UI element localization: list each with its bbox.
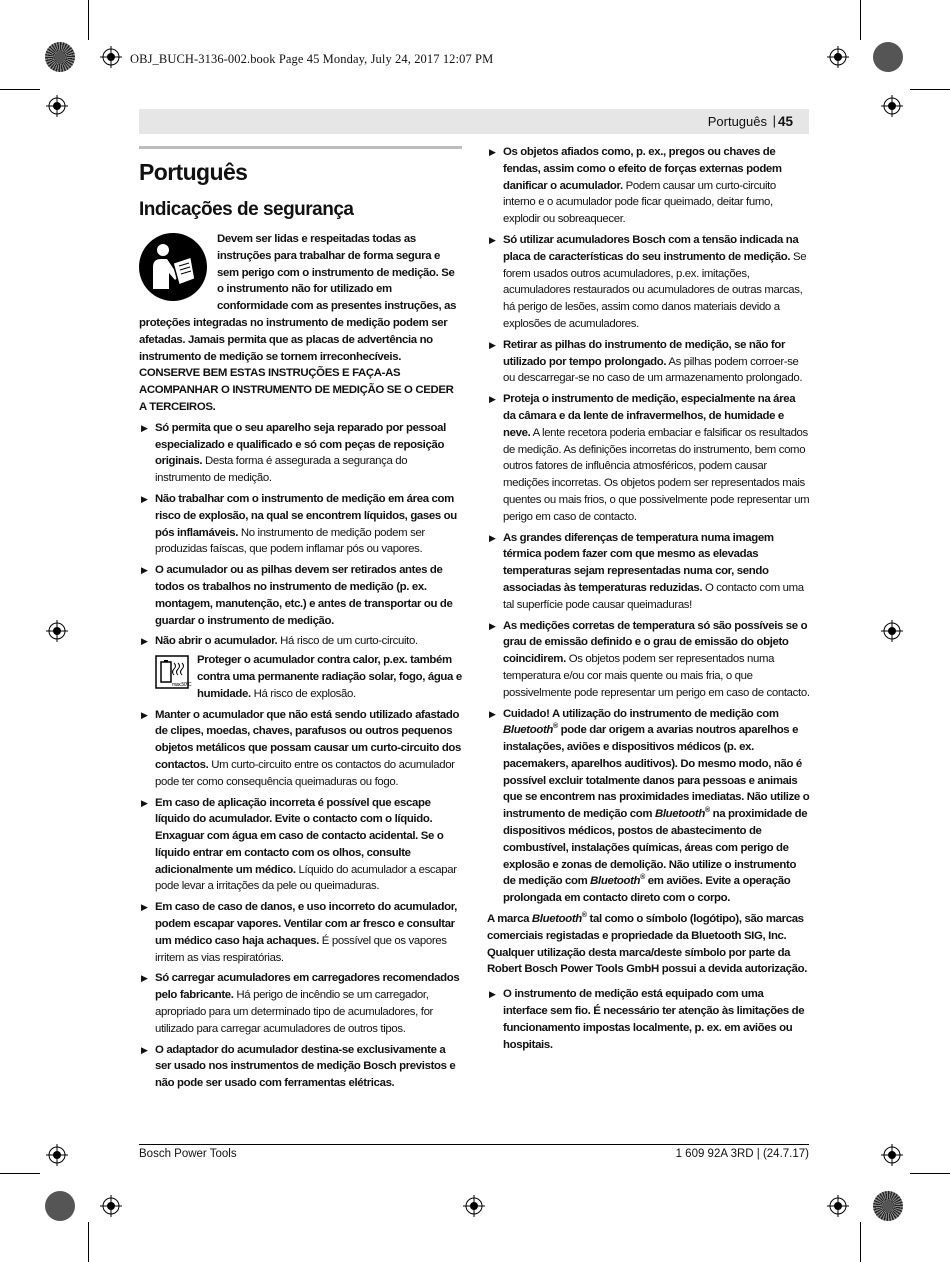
wireless-interface-note [487, 986, 810, 1053]
bullet-icon: ▶ [489, 620, 496, 631]
bullet-icon: ▶ [141, 422, 148, 433]
density-target-icon [45, 42, 75, 72]
bt-text-1: Cuidado! A utilização do instrumento de medição com [503, 707, 779, 720]
safety-item-bold: Manter o acumulador que não está sendo utilizado afastado de clipes, moedas, chaves, parafusos ou outros pequenos objetos metálicos que possam causar um curto-circuito dos contactos. [155, 708, 462, 771]
bullet-icon: ▶ [489, 234, 496, 245]
section-heading: Indicações de segurança [139, 199, 354, 220]
crop-mark [88, 1222, 89, 1262]
safety-item-bold: Os objetos afiados como, p. ex., pregos ou chaves de fendas, assim como o efeito de forças externas podem danificar o acumulador. [503, 146, 782, 192]
safety-item-bold: Não abrir o acumulador. [155, 635, 278, 648]
safety-item-text: Os objetos podem ser representados numa temperatura e/ou cor mais quente ou mais fria, o que possivelmente pode representar um perigo em caso de contacto. [503, 653, 810, 699]
bt-name: Bluetooth [503, 724, 553, 737]
bt-text-3: na proximidade de dispositivos médicos, postos de abastecimento de combustível, instalações químicas, áreas com perigo de explosão e zonas de demolição. Não utilize o instrumento de medição com [503, 808, 808, 888]
bullet-icon: ▶ [141, 709, 148, 720]
heat-note-text: Há risco de explosão. [250, 687, 356, 700]
read-manual-icon [139, 233, 207, 301]
book-info-line: OBJ_BUCH-3136-002.book Page 45 Monday, July 24, 2017 12:07 PM [130, 52, 494, 66]
safety-item-bold: Em caso de caso de danos, e uso incorreto do acumulador, podem escapar vapores. Ventilar com ar fresco e consultar um médico caso haja achaques. [155, 901, 457, 947]
bt-reg: ® [640, 874, 645, 882]
bullet-icon: ▶ [489, 394, 496, 405]
safety-item [139, 970, 462, 1037]
safety-item-bold: Proteja o instrumento de medição, especialmente na área da câmara e da lente de infravermelhos, de humidade e neve. [503, 393, 796, 439]
safety-item [487, 391, 810, 525]
bullet-icon: ▶ [489, 532, 496, 543]
safety-item-text: É possível que os vapores irritem as vias respiratórias. [155, 934, 447, 964]
registration-mark-icon [881, 95, 903, 117]
bt-name: Bluetooth [590, 875, 641, 888]
safety-item-bold: Retirar as pilhas do instrumento de medição, se não for utilizado por tempo prolongado. [503, 338, 786, 368]
battery-heat-label: max.50°C [172, 682, 192, 689]
safety-list-2 [139, 707, 462, 1093]
right-column [487, 140, 810, 1053]
safety-item-text: Um curto-circuito entre os contactos do acumulador pode ter como consequência queimaduras ou fogo. [155, 758, 455, 788]
safety-item-bold: Só utilizar acumuladores Bosch com a tensão indicada na placa de características do seu instrumento de medição. [503, 233, 799, 263]
heat-note-bold: Proteger o acumulador contra calor, p.ex. também contra uma permanente radiação solar, fogo, água e humidade. [197, 654, 462, 700]
safety-item-text: Líquido do acumulador a escapar pode levar a irritações da pele ou queimaduras. [155, 863, 457, 893]
safety-item-text: Há perigo de incêndio se um carregador, apropriado para um determinado tipo de acumuladores, for utilizado para carregar acumuladores de outros tipos. [155, 989, 433, 1035]
safety-item-bold: Só permita que o seu aparelho seja reparado por pessoal especializado e qualificado e só com peças de reposição originais. [155, 421, 446, 468]
page-number: 45 [777, 114, 793, 129]
safety-item-bold: As medições corretas de temperatura só são possíveis se o grau de emissão definido e o grau de emissão do objeto coincidirem. [503, 619, 808, 666]
safety-item-bold: O adaptador do acumulador destina-se exclusivamente a ser usado nos instrumentos de medição Bosch previstos e não pode ser usado com ferramentas elétricas. [155, 1043, 456, 1090]
safety-item [487, 144, 810, 228]
registration-mark-icon [46, 620, 68, 642]
safety-item-text: Desta forma é assegurada a segurança do instrumento de medição. [155, 455, 408, 485]
page-title: Português [139, 159, 248, 185]
safety-item-text: Se forem usados outros acumuladores, p.ex. imitações, acumuladores restaurados ou acumuladores de outras marcas, há perigo de lesões, assim como danos materiais devido a explosões de acumuladores. [503, 250, 807, 330]
safety-item-bold: Não trabalhar com o instrumento de medição em área com risco de explosão, na qual se encontrem líquidos, gases ou pós inflamáveis. [155, 492, 457, 539]
title-rule [139, 146, 462, 149]
crop-mark [860, 1222, 861, 1262]
bluetooth-warning [487, 706, 810, 908]
bullet-icon: ▶ [141, 902, 148, 913]
safety-item [139, 795, 462, 896]
crop-mark [0, 89, 40, 90]
footer-brand: Bosch Power Tools [139, 1148, 237, 1160]
crop-mark [0, 1173, 40, 1174]
registration-mark-icon [827, 46, 849, 68]
safety-item-text: Podem causar um curto-circuito interno e o acumulador pode ficar queimado, deitar fumo, explodir ou sobreaquecer. [503, 179, 776, 226]
bullet-icon: ▶ [141, 636, 148, 647]
intro-text: Devem ser lidas e respeitadas todas as instruções para trabalhar de forma segura e sem perigo com o instrumento de medição. Se o instrumento não for utilizado em conformidade com as presentes instruções, as proteções integradas no instrumento de medição podem ser afetadas. Jamais permita que as placas de advertência no instrumento de medição se tornem irreconhecíveis. CONSERVE BEM ESTAS INSTRUÇÕES E FAÇA-AS ACOMPANHAR O INSTRUMENTO DE MEDIÇÃO SE O CEDER A TERCEIROS. [139, 233, 457, 413]
intro-block [139, 231, 462, 416]
bullet-icon: ▶ [489, 339, 496, 350]
safety-item-bold: Só carregar acumuladores em carregadores recomendados pelo fabricante. [155, 972, 460, 1002]
safety-item-text: No instrumento de medição podem ser produzidas faíscas, que podem inflamar pós ou vapores. [155, 526, 425, 556]
safety-item [139, 1042, 462, 1092]
safety-item [139, 491, 462, 558]
bullet-icon: ▶ [489, 989, 496, 1000]
wireless-note-bold: O instrumento de medição está equipado com uma interface sem fio. É necessário ter atenção às limitações de funcionamento impostas localmente, p. ex. em aviões ou hospitais. [503, 988, 805, 1051]
safety-item-text: As pilhas podem corroer-se ou descarregar-se no caso de um armazenamento prolongado. [503, 355, 803, 385]
safety-item [487, 618, 810, 702]
battery-heat-icon [155, 655, 192, 689]
registration-mark-icon [463, 1195, 485, 1217]
header-separator: | [772, 113, 776, 128]
registration-mark-icon [881, 620, 903, 642]
registration-mark-icon [827, 1195, 849, 1217]
registration-mark-icon [100, 1195, 122, 1217]
bt-text-4: em aviões. Evite a operação prolongada em contacto direto com o corpo. [503, 875, 791, 905]
registration-mark-icon [881, 1144, 903, 1166]
bullet-icon: ▶ [141, 973, 148, 984]
bt-reg: ® [704, 807, 710, 815]
bt-text-2: pode dar origem a avarias noutros aparelhos e instalações, aviões e dispositivos médicos (p. ex. pacemakers, aparelhos auditivos). Do mesmo modo, não é possível excluir totalmente danos para pessoas e animais que se encontrem nas proximidades imediatas. Não utilize o instrumento de medição com [503, 724, 810, 821]
footer-rule [139, 1144, 809, 1145]
safety-item-bold: Em caso de aplicação incorreta é possível que escape líquido do acumulador. Evite o contacto com o líquido. Enxaguar com água em caso de contacto acidental. Se o líquido entrar em contacto com os olhos, consulte adicionalmente um médico. [155, 796, 444, 876]
safety-item [139, 420, 462, 487]
battery-heat-note [139, 652, 462, 702]
header-language: Português [707, 114, 767, 129]
safety-item-text: A lente recetora poderia embaciar e falsificar os resultados de medição. As definições incorretas do instrumento, bem como outros fatores de influência atmosféricos, podem causar medições incorretas. Os objetos podem ser representados mais quentes ou mais frios, o que possivelmente pode representar um perigo em caso de contacto. [503, 426, 810, 523]
density-target-icon [873, 1191, 903, 1221]
safety-item [139, 707, 462, 791]
safety-item [139, 899, 462, 966]
bt-reg: ® [553, 723, 558, 731]
bullet-icon: ▶ [141, 1044, 148, 1055]
registration-mark-icon [46, 95, 68, 117]
tm-reg: ® [581, 912, 587, 920]
crop-mark [910, 1173, 950, 1174]
footer-code: 1 609 92A 3RD | (24.7.17) [675, 1148, 809, 1160]
crop-mark [910, 89, 950, 90]
safety-item [487, 530, 810, 614]
bullet-icon: ▶ [141, 493, 148, 504]
registration-mark-icon [100, 46, 122, 68]
gray-target-icon [873, 42, 903, 72]
safety-item [487, 337, 810, 387]
safety-list-right [487, 144, 810, 702]
safety-list [139, 420, 462, 650]
safety-item [139, 562, 462, 629]
safety-item-bold: As grandes diferenças de temperatura numa imagem térmica podem fazer com que mesmo as elevadas temperaturas sejam representadas numa cor, sendo associadas às temperaturas reduzidas. [503, 531, 774, 594]
gray-target-icon [45, 1191, 75, 1221]
registration-mark-icon [46, 1144, 68, 1166]
bullet-icon: ▶ [141, 797, 148, 808]
bullet-icon: ▶ [141, 565, 148, 576]
safety-item-text: Há risco de um curto-circuito. [277, 635, 418, 648]
left-column [139, 140, 462, 1092]
bullet-icon: ▶ [489, 147, 496, 157]
page-header [139, 109, 809, 134]
trademark-note [487, 911, 810, 978]
crop-mark [88, 0, 89, 40]
tm-bt-name: Bluetooth [531, 913, 582, 926]
crop-mark [860, 0, 861, 40]
bullet-icon: ▶ [489, 708, 496, 719]
safety-item-text: O contacto com uma tal superfície pode causar queimaduras! [503, 581, 804, 611]
safety-item-bold: O acumulador ou as pilhas devem ser retirados antes de todos os trabalhos no instrumento de medição (p. ex. montagem, manutenção, etc.) e antes de transportar ou de guardar o instrumento de medição. [155, 564, 453, 627]
bt-name: Bluetooth [654, 808, 705, 821]
tm-text-2: tal como o símbolo (logótipo), são marcas comerciais registadas e propriedade da Bluetooth SIG, Inc. Qualquer utilização desta marca/deste símbolo por parte da Robert Bosch Power Tools GmbH possui a devida autorização. [487, 913, 808, 976]
safety-item [139, 633, 462, 650]
tm-text-1: A marca [487, 913, 532, 926]
safety-item [487, 232, 810, 333]
